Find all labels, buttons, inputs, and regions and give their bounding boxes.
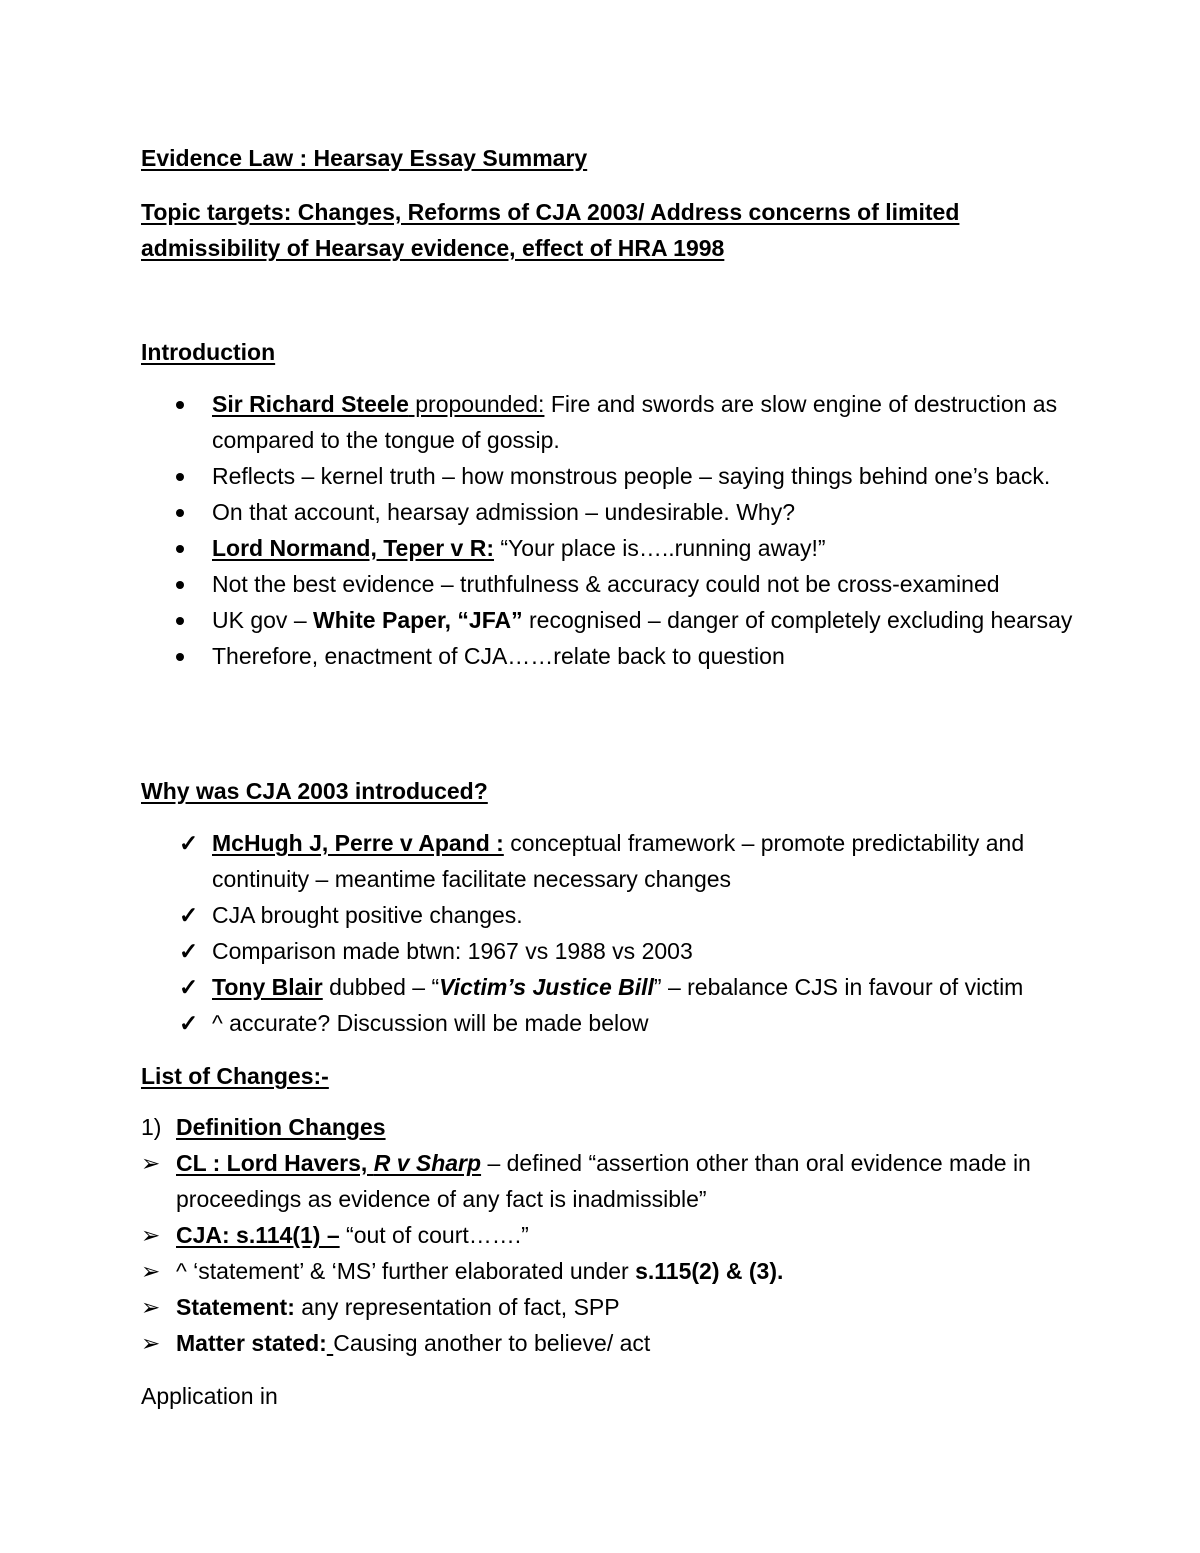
checkmark-icon xyxy=(141,933,191,969)
bullet-dot-icon xyxy=(141,458,191,494)
application-text: Application in xyxy=(141,1383,278,1409)
bullet-dot-icon xyxy=(141,494,191,530)
topic-targets: Topic targets: Changes, Reforms of CJA 2003/ Address concerns of limited admissibility of Hearsay evidence, effect of HRA 1998 xyxy=(141,199,960,261)
change-item: ➢ ^ ‘statement’ & ‘MS’ further elaborated under s.115(2) & (3). xyxy=(141,1253,1080,1289)
why-item: ✓ Comparison made btwn: 1967 vs 1988 vs 2003 xyxy=(141,933,1080,969)
intro-heading: Introduction xyxy=(141,339,276,365)
arrow-bullet-icon xyxy=(141,1253,191,1289)
definition-changes-heading: 1) Definition Changes xyxy=(141,1109,1080,1145)
document-title: Evidence Law : Hearsay Essay Summary xyxy=(141,145,588,171)
why-item: ✓ ^ accurate? Discussion will be made below xyxy=(141,1005,1080,1041)
intro-bullet: Not the best evidence – truthfulness & accuracy could not be cross-examined xyxy=(141,566,1080,602)
change-item: ➢ Statement: any representation of fact, SPP xyxy=(141,1289,1080,1325)
change-item: ➢ Matter stated: Causing another to believe/ act xyxy=(141,1325,1080,1361)
changes-heading: List of Changes:- xyxy=(141,1063,329,1089)
intro-bullet-list xyxy=(141,386,1080,674)
bullet-dot-icon xyxy=(141,566,191,602)
changes-section xyxy=(141,1109,1080,1361)
bullet-dot-icon xyxy=(141,530,191,566)
why-heading: Why was CJA 2003 introduced? xyxy=(141,778,488,804)
why-item: ✓ McHugh J, Perre v Apand : conceptual framework – promote predictability and continuity – meantime facilitate necessary changes xyxy=(141,825,1080,897)
checkmark-icon xyxy=(141,825,191,861)
bullet-dot-icon xyxy=(141,602,191,638)
arrow-bullet-icon xyxy=(141,1325,191,1361)
checkmark-icon xyxy=(141,969,191,1005)
list-number: 1) xyxy=(141,1114,162,1140)
why-item: ✓ Tony Blair dubbed – “Victim’s Justice Bill” – rebalance CJS in favour of victim xyxy=(141,969,1080,1005)
intro-bullet: On that account, hearsay admission – undesirable. Why? xyxy=(141,494,1080,530)
intro-bullet: Therefore, enactment of CJA……relate back to question xyxy=(141,638,1080,674)
arrow-bullet-icon xyxy=(141,1217,191,1253)
checkmark-icon xyxy=(141,1005,191,1041)
intro-bullet: UK gov – White Paper, “JFA” recognised – danger of completely excluding hearsay xyxy=(141,602,1080,638)
bullet-dot-icon xyxy=(141,638,191,674)
intro-bullet: Reflects – kernel truth – how monstrous people – saying things behind one’s back. xyxy=(141,458,1080,494)
bullet-dot-icon xyxy=(141,386,191,422)
intro-bullet: Sir Richard Steele propounded: Fire and swords are slow engine of destruction as compared to the tongue of gossip. xyxy=(141,386,1080,458)
arrow-bullet-icon xyxy=(141,1145,191,1181)
checkmark-icon xyxy=(141,897,191,933)
why-item: ✓ CJA brought positive changes. xyxy=(141,897,1080,933)
why-check-list xyxy=(141,825,1080,1041)
intro-bullet: Lord Normand, Teper v R: “Your place is…..running away!” xyxy=(141,530,1080,566)
change-item: ➢ CJA: s.114(1) – “out of court…….” xyxy=(141,1217,1080,1253)
change-item: ➢ CL : Lord Havers, R v Sharp – defined “assertion other than oral evidence made in proceedings as evidence of any fact is inadmissible” xyxy=(141,1145,1080,1217)
arrow-bullet-icon xyxy=(141,1289,191,1325)
